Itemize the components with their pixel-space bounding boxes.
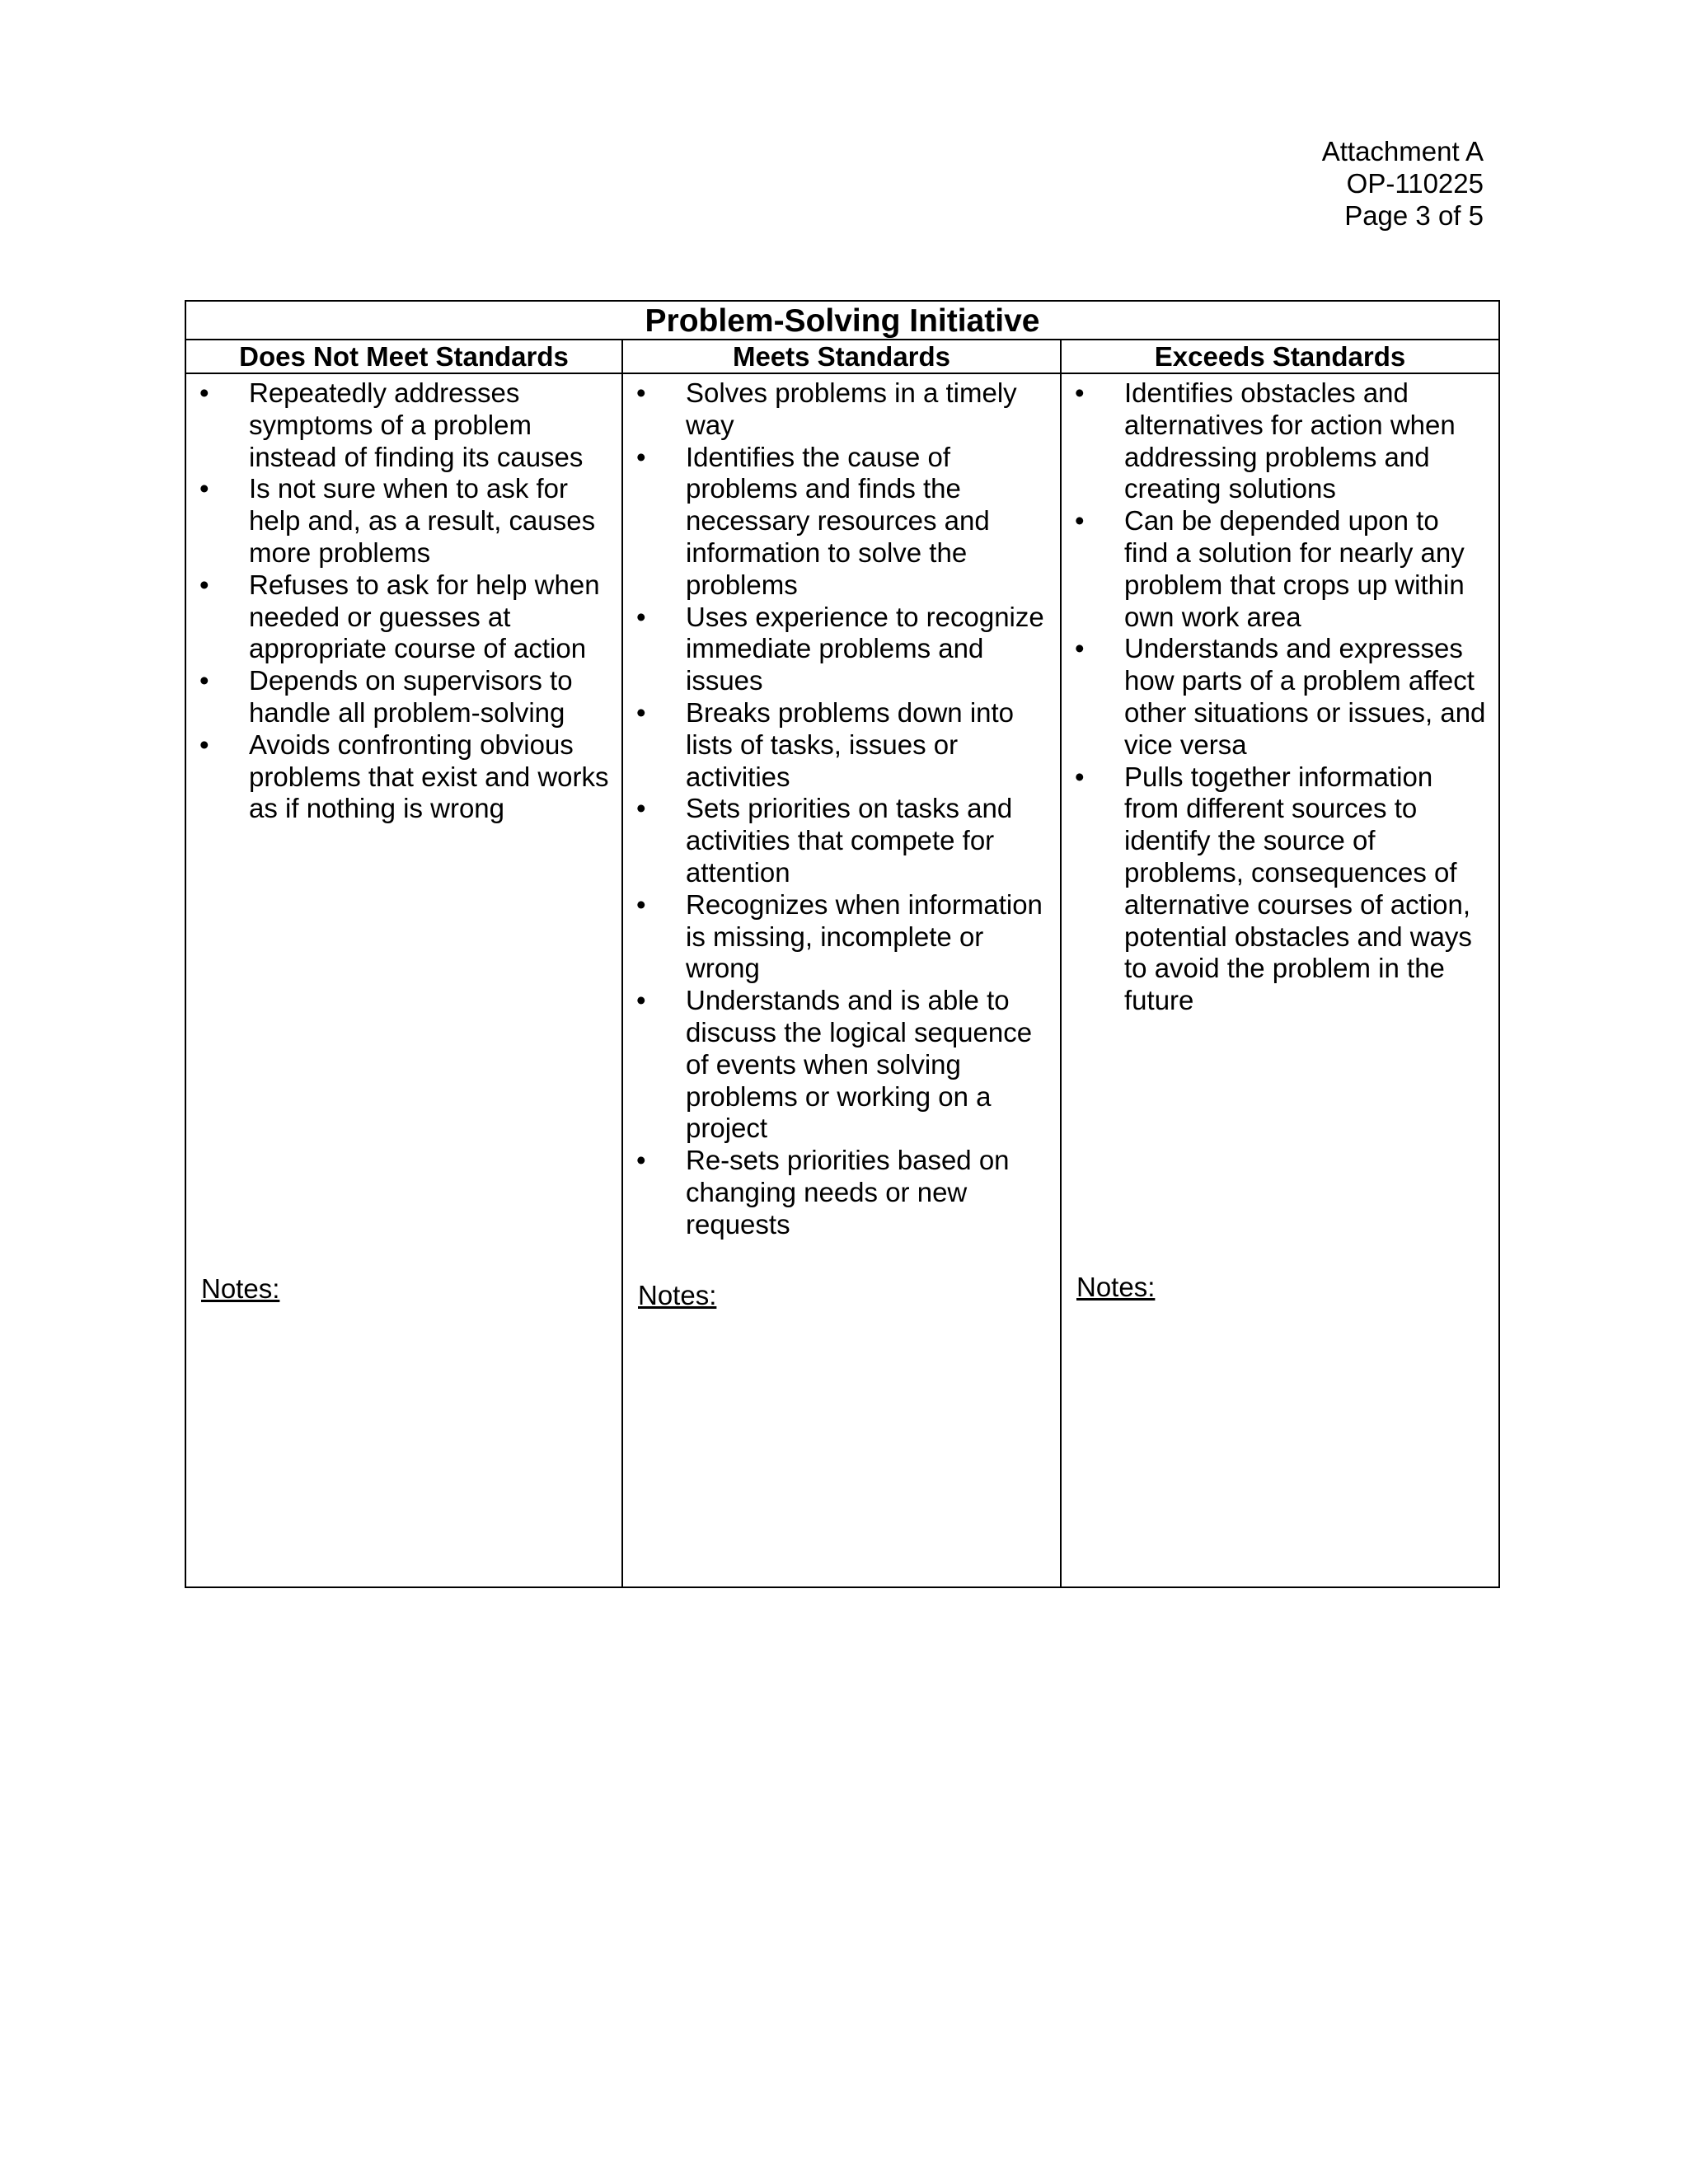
column-header-exceeds: Exceeds Standards xyxy=(1154,341,1406,372)
page-number: Page 3 of 5 xyxy=(1344,200,1484,231)
list-item: • Understands and expresses how parts of a problem affect other situations or issues, and vice versa xyxy=(1062,633,1498,761)
list-item: • Depends on supervisors to handle all problem-solving xyxy=(186,665,621,729)
column-does-not-meet xyxy=(186,374,623,1586)
notes-label: Notes: xyxy=(638,1280,717,1310)
notes-label: Notes: xyxy=(1076,1272,1156,1302)
list-item: • Solves problems in a timely way xyxy=(623,377,1060,442)
column-header-row xyxy=(186,340,1498,374)
column-header-does-not-meet: Does Not Meet Standards xyxy=(186,340,623,373)
criteria-list xyxy=(186,377,621,825)
list-item: • Re-sets priorities based on changing needs or new requests xyxy=(623,1145,1060,1240)
policy-number: OP-110225 xyxy=(1346,168,1484,199)
list-item: • Identifies obstacles and alternatives for action when addressing problems and creating solutions xyxy=(1062,377,1498,505)
list-item: • Sets priorities on tasks and activities that compete for attention xyxy=(623,793,1060,888)
list-item: • Identifies the cause of problems and finds the necessary resources and information to solve the problems xyxy=(623,442,1060,602)
list-item: • Recognizes when information is missing, incomplete or wrong xyxy=(623,889,1060,985)
criteria-list xyxy=(623,377,1060,1241)
list-item: • Pulls together information from different sources to identify the source of problems, consequences of alternative courses of action, potential obstacles and ways to avoid the problem in the future xyxy=(1062,762,1498,1017)
list-item: • Breaks problems down into lists of tasks, issues or activities xyxy=(623,697,1060,793)
list-item: • Refuses to ask for help when needed or guesses at appropriate course of action xyxy=(186,569,621,665)
list-item: • Avoids confronting obvious problems that exist and works as if nothing is wrong xyxy=(186,729,621,825)
list-item: • Is not sure when to ask for help and, as a result, causes more problems xyxy=(186,473,621,569)
notes-label: Notes: xyxy=(201,1273,280,1304)
attachment-label: Attachment A xyxy=(1321,136,1484,166)
rubric-title: Problem-Solving Initiative xyxy=(186,302,1498,340)
criteria-list xyxy=(1062,377,1498,1017)
rubric-table xyxy=(185,300,1500,1588)
column-meets xyxy=(623,374,1062,1586)
document-header xyxy=(1322,135,1484,232)
list-item: • Uses experience to recognize immediate problems and issues xyxy=(623,602,1060,697)
list-item: • Can be depended upon to find a solution for nearly any problem that crops up within own work area xyxy=(1062,505,1498,633)
list-item: • Understands and is able to discuss the logical sequence of events when solving problems or working on a project xyxy=(623,985,1060,1145)
rubric-body-row xyxy=(186,374,1498,1586)
list-item: • Repeatedly addresses symptoms of a problem instead of finding its causes xyxy=(186,377,621,473)
column-header-meets: Meets Standards xyxy=(623,340,1062,373)
column-exceeds xyxy=(1062,374,1498,1586)
